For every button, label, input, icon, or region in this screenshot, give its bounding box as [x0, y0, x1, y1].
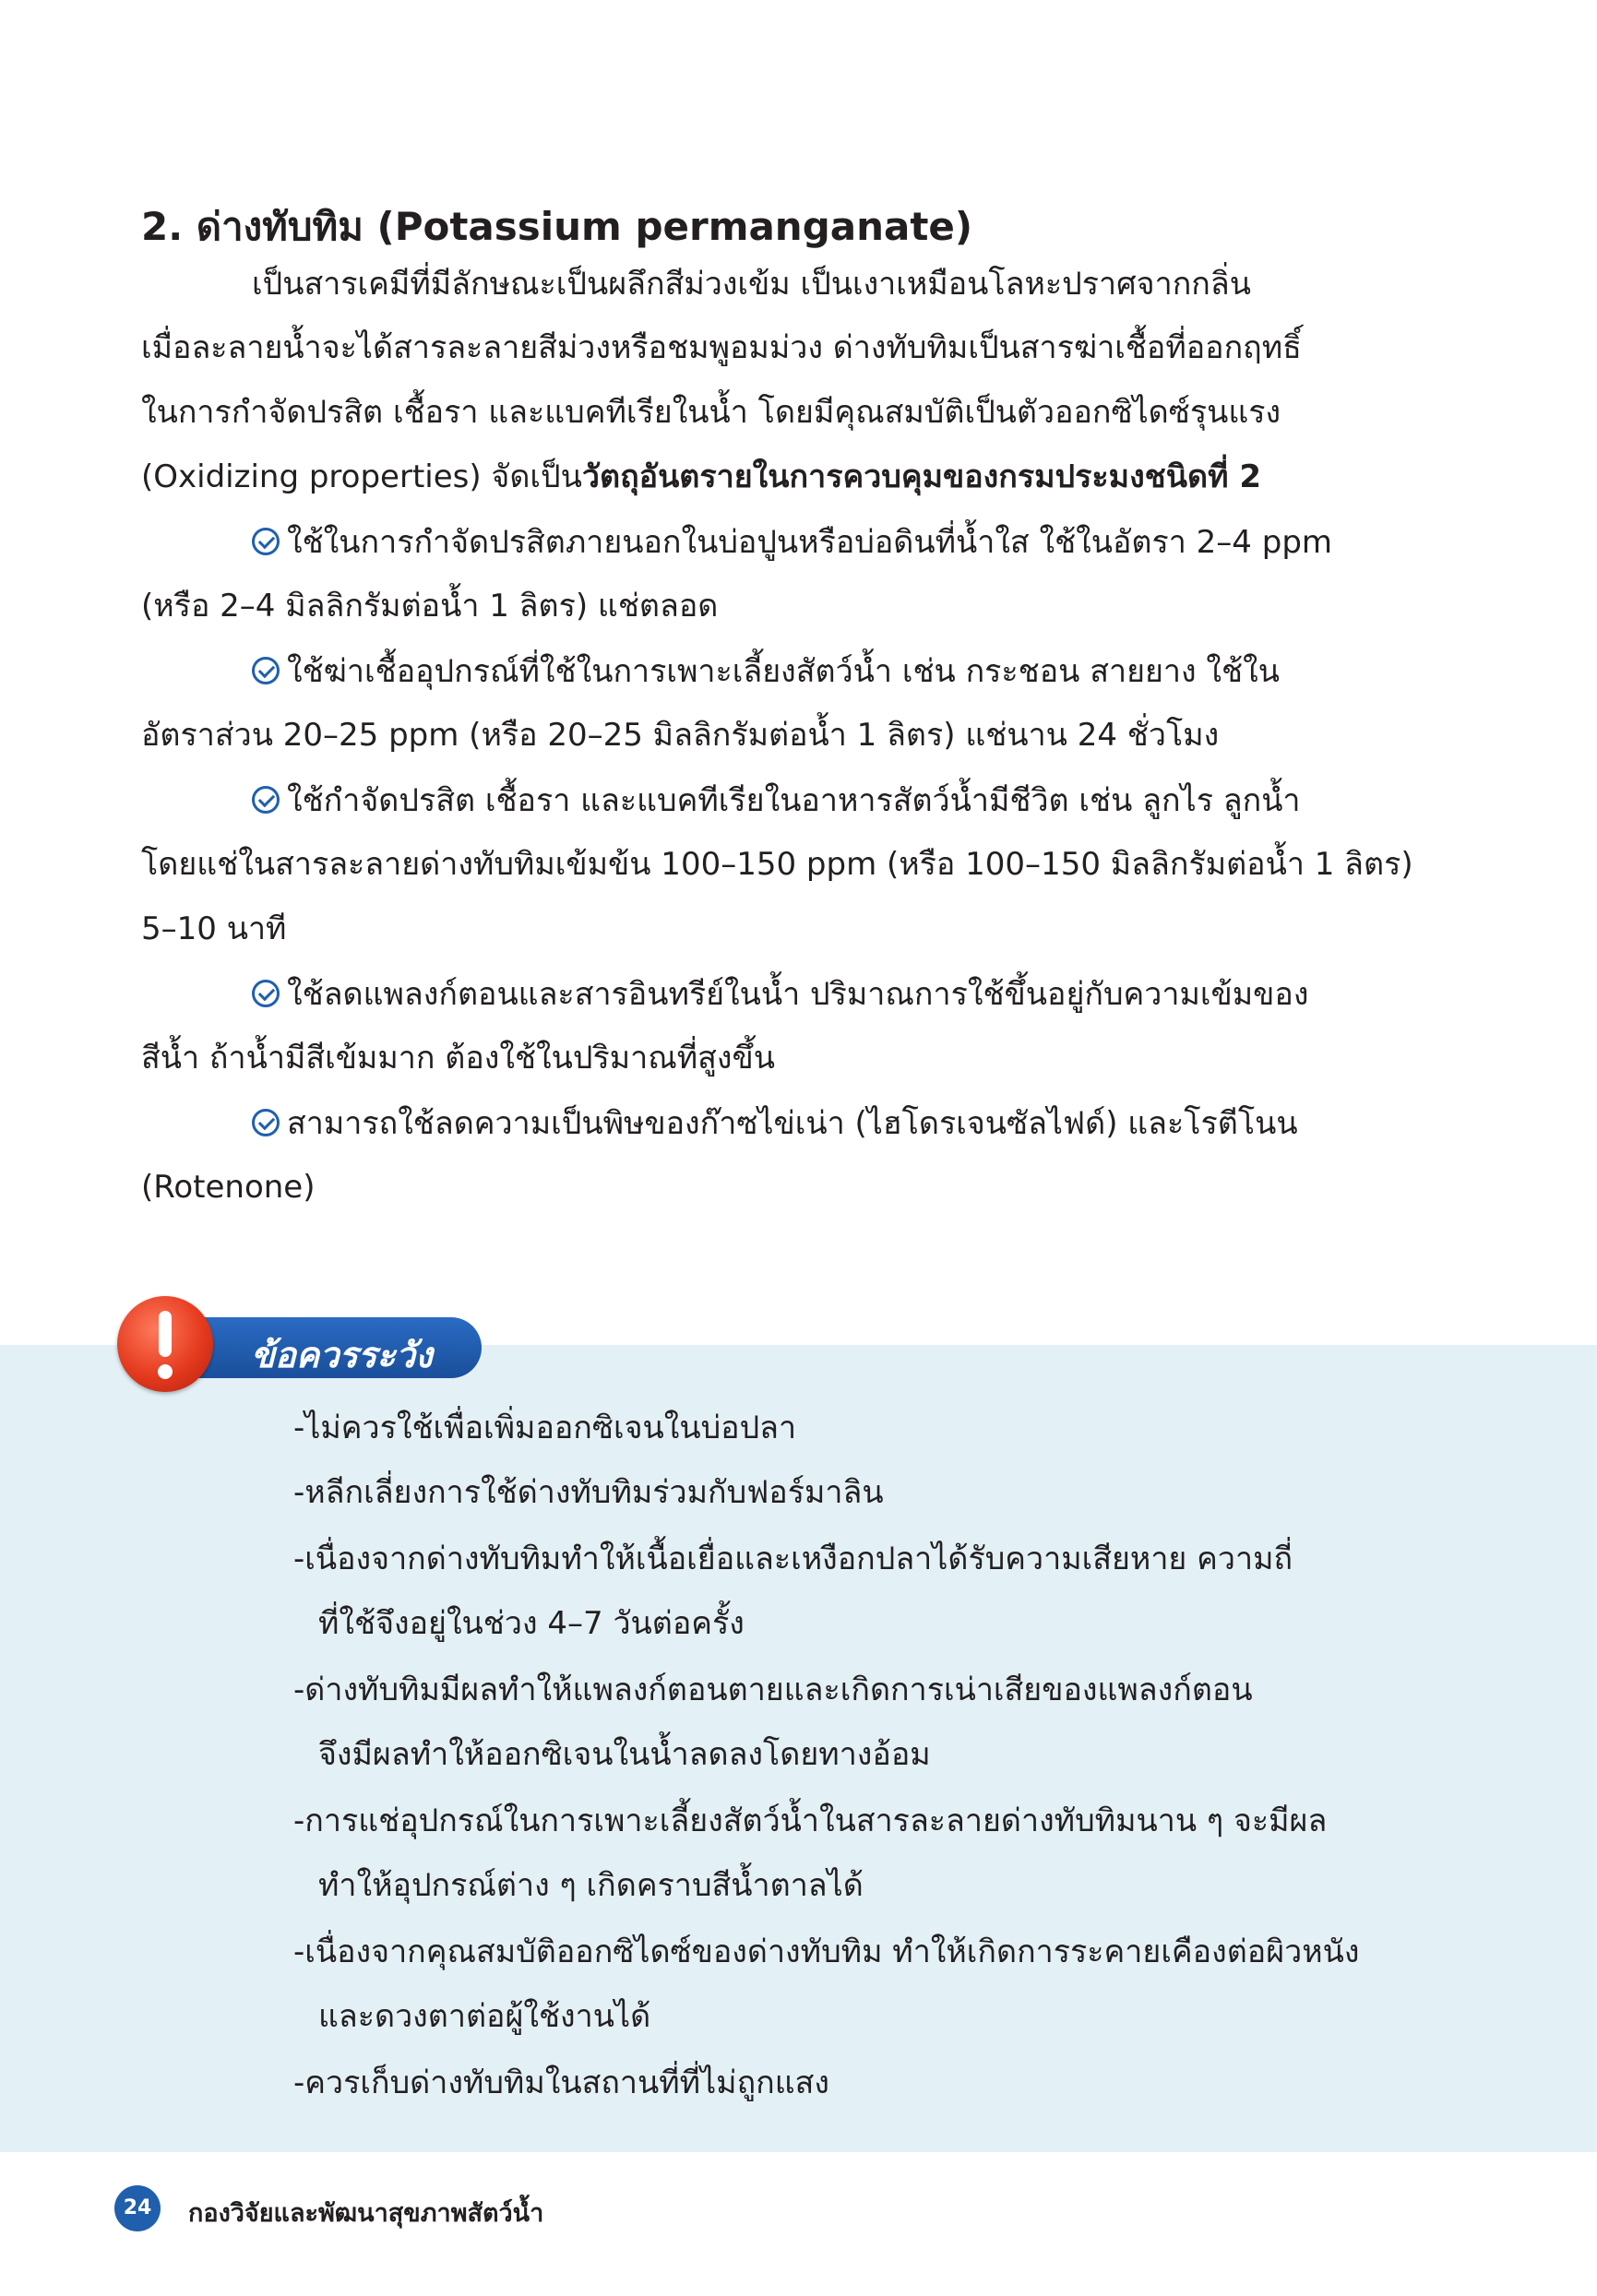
caution-item-3-cont: ที่ใช้จึงอยู่ในช่วง 4–7 วันต่อครั้ง — [318, 1605, 745, 1642]
intro-line-4-text: (Oxidizing properties) จัดเป็น — [141, 458, 582, 495]
use-item-4-line2: สีน้ำ ถ้าน้ำมีสีเข้มมาก ต้องใช้ในปริมาณที่สูงขึ้น — [141, 1040, 776, 1077]
use-item-2 — [252, 653, 1280, 690]
use-item-5-line2: (Rotenone) — [141, 1169, 316, 1206]
use-item-4 — [252, 976, 1308, 1013]
use-item-1 — [252, 524, 1332, 561]
use-item-4-line1: ใช้ลดแพลงก์ตอนและสารอินทรีย์ในน้ำ ปริมาณการใช้ขึ้นอยู่กับความเข้มของ — [287, 976, 1309, 1013]
check-circle-icon — [252, 1109, 280, 1136]
caution-item-4: -ด่างทับทิมมีผลทำให้แพลงก์ตอนตายและเกิดการเน่าเสียของแพลงก์ตอน — [293, 1671, 1253, 1708]
caution-item-7: -ควรเก็บด่างทับทิมในสถานที่ที่ไม่ถูกแสง — [293, 2064, 830, 2101]
page-number: 24 — [114, 2185, 161, 2231]
caution-item-6: -เนื่องจากคุณสมบัติออกซิไดซ์ของด่างทับทิม ทำให้เกิดการระคายเคืองต่อผิวหนัง — [293, 1933, 1360, 1970]
use-item-1-line1: ใช้ในการกำจัดปรสิตภายนอกในบ่อปูนหรือบ่อดินที่น้ำใส ใช้ในอัตรา 2–4 ppm — [287, 524, 1333, 561]
check-circle-icon — [252, 528, 280, 555]
intro-line-3: ในการกำจัดปรสิต เชื้อรา และแบคทีเรียในน้ำ โดยมีคุณสมบัติเป็นตัวออกซิไดซ์รุนแรง — [141, 394, 1281, 431]
use-item-1-line2: (หรือ 2–4 มิลลิกรัมต่อน้ำ 1 ลิตร) แช่ตลอด — [141, 588, 719, 625]
caution-item-4-cont: จึงมีผลทำให้ออกซิเจนในน้ำลดลงโดยทางอ้อม — [318, 1736, 931, 1773]
use-item-2-line2: อัตราส่วน 20–25 ppm (หรือ 20–25 มิลลิกรัมต่อน้ำ 1 ลิตร) แช่นาน 24 ชั่วโมง — [141, 717, 1220, 754]
caution-item-6-cont: และดวงตาต่อผู้ใช้งานได้ — [318, 1998, 651, 2035]
use-item-2-line1: ใช้ฆ่าเชื้ออุปกรณ์ที่ใช้ในการเพาะเลี้ยงสัตว์น้ำ เช่น กระชอน สายยาง ใช้ใน — [287, 653, 1280, 690]
caution-item-3: -เนื่องจากด่างทับทิมทำให้เนื้อเยื่อและเหงือกปลาได้รับความเสียหาย ความถี่ — [293, 1541, 1293, 1577]
use-item-3-line1: ใช้กำจัดปรสิต เชื้อรา และแบคทีเรียในอาหารสัตว์น้ำมีชีวิต เช่น ลูกไร ลูกน้ำ — [287, 782, 1301, 819]
use-item-3 — [252, 782, 1301, 819]
use-item-5-line1: สามารถใช้ลดความเป็นพิษของก๊าซไข่เน่า (ไฮโดรเจนซัลไฟด์) และโรตีโนน — [287, 1105, 1298, 1142]
check-circle-icon — [252, 657, 280, 684]
exclamation-alert-icon — [117, 1296, 213, 1392]
caution-item-2: -หลีกเลี่ยงการใช้ด่างทับทิมร่วมกับฟอร์มาลิน — [293, 1474, 884, 1511]
section-heading: 2. ด่างทับทิม (Potassium permanganate) — [141, 204, 973, 249]
check-circle-icon — [252, 980, 280, 1007]
caution-item-5: -การแช่อุปกรณ์ในการเพาะเลี้ยงสัตว์น้ำในสารละลายด่างทับทิมนาน ๆ จะมีผล — [293, 1802, 1328, 1839]
hazard-classification: วัตถุอันตรายในการควบคุมของกรมประมงชนิดที่ 2 — [581, 458, 1261, 495]
use-item-5 — [252, 1105, 1298, 1142]
check-circle-icon — [252, 786, 280, 814]
intro-line-1: เป็นสารเคมีที่มีลักษณะเป็นผลึกสีม่วงเข้ม เป็นเงาเหมือนโลหะปราศจากกลิ่น — [252, 266, 1251, 303]
caution-item-5-cont: ทำให้อุปกรณ์ต่าง ๆ เกิดคราบสีน้ำตาลได้ — [318, 1867, 864, 1904]
intro-line-2: เมื่อละลายน้ำจะได้สารละลายสีม่วงหรือชมพูอมม่วง ด่างทับทิมเป็นสารฆ่าเชื้อที่ออกฤทธิ์ — [141, 329, 1302, 366]
use-item-3-line3: 5–10 นาที — [141, 910, 287, 947]
footer-title: กองวิจัยและพัฒนาสุขภาพสัตว์น้ำ — [188, 2199, 544, 2228]
intro-line-4 — [141, 458, 1261, 495]
caution-title: ข้อควรระวัง — [251, 1335, 433, 1375]
use-item-3-line2: โดยแช่ในสารละลายด่างทับทิมเข้มข้น 100–150 ppm (หรือ 100–150 มิลลิกรัมต่อน้ำ 1 ลิตร) — [141, 846, 1413, 883]
caution-item-1: -ไม่ควรใช้เพื่อเพิ่มออกซิเจนในบ่อปลา — [293, 1410, 797, 1446]
